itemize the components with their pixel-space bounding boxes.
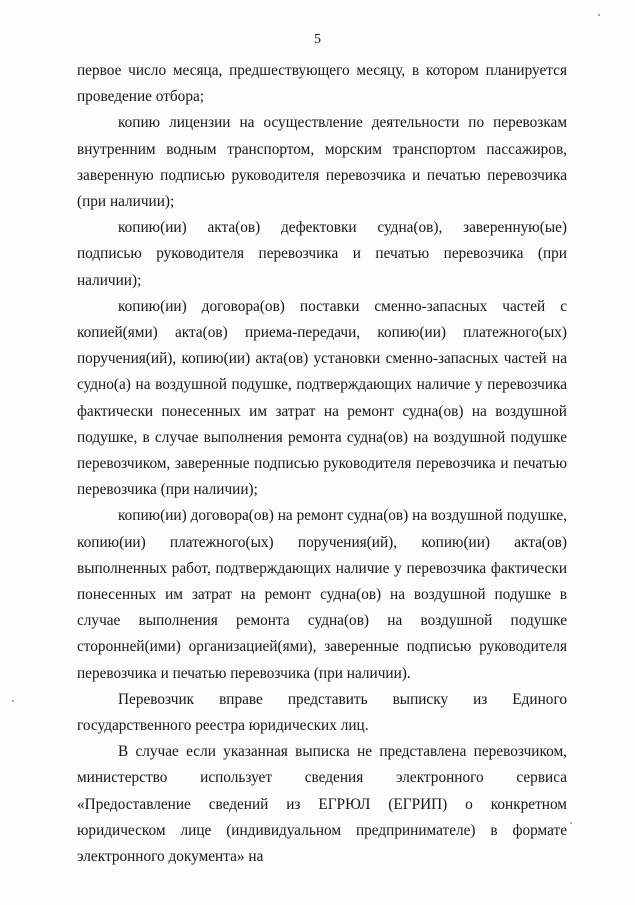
scan-speck [12,700,14,702]
paragraph-repair-contract: копию(ии) договора(ов) на ремонт судна(ов) на воздушной подушке, копию(ии) платежного(ых) поручения(ий), копию(ии) акта(ов) выполненных работ, подтверждающих наличие у перевозчика фактически понесенных им затрат на ремонт судна(ов) на воздушной подушке в случае выполнения ремонта судна(ов) на воздушной подушке сторонней(ими) организацией(ями), заверенные подписью руководителя перевозчика и печатью перевозчика (при наличии). [77,507,567,682]
paragraph-spare-parts: копию(ии) договора(ов) поставки сменно-запасных частей с копией(ями) акта(ов) приема-передачи, копию(ии) платежного(ых) поручения(ий), копию(ии) акта(ов) установки сменно-запасных частей на судно(а) на воздушной подушке, подтверждающих наличие у перевозчика фактически понесенных им затрат на ремонт судна(ов) на воздушной подушке, в случае выполнения ремонта судна(ов) на воздушной подушке перевозчиком, заверенные подписью руководителя перевозчика и печатью перевозчика (при наличии); [77,297,567,499]
paragraph-continuation: первое число месяца, предшествующего месяцу, в котором планируется проведение отбора; [77,62,567,106]
paragraph-egrul-extract: Перевозчик вправе представить выписку из Единого государственного реестра юридических лиц. [77,690,567,735]
page-number: 5 [314,32,321,47]
paragraph-defect-act: копию(ии) акта(ов) дефектовки судна(ов), заверенную(ые) подписью руководителя перевозчика и печатью перевозчика (при наличии); [77,219,567,289]
scan-speck [598,14,600,16]
scan-speck [570,822,572,824]
paragraph-electronic-service: В случае если указанная выписка не представлена перевозчиком, министерство использует сведения электронного сервиса «Предоставление сведений из ЕГРЮЛ (ЕГРИП) о конкретном юридическом лице (индивидуальном предпринимателе) в формате электронного документа» на [77,743,567,866]
paragraph-license-copy: копию лицензии на осуществление деятельности по перевозкам внутренним водным транспортом, морским транспортом пассажиров, заверенную подписью руководителя перевозчика и печатью перевозчика (при наличии); [77,114,567,211]
document-body [77,58,567,870]
